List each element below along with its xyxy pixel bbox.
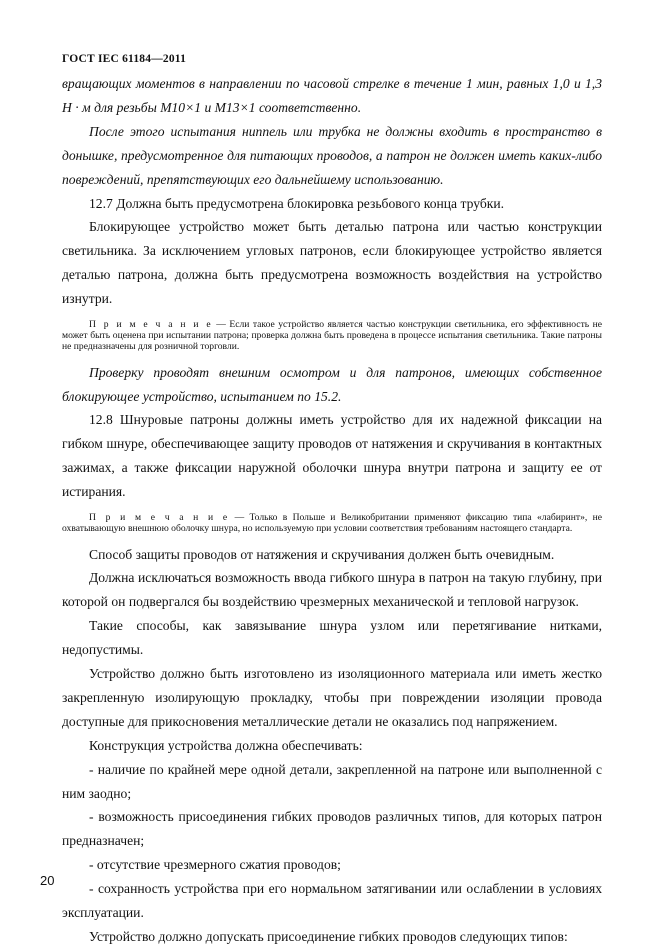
paragraph-inspection: Проверку проводят внешним осмотром и для патронов, имеющих собственное блокирующее устройство, испытанием по 15.2. bbox=[62, 364, 602, 404]
page-number: 20 bbox=[40, 873, 55, 888]
paragraph-insulation: Устройство должно быть изготовлено из изоляционного материала или иметь жестко закрепленную изолирующую прокладку, чтобы при повреждении изоляции провода доступные для прикосновения металлические детали не оказались под напряжением. bbox=[62, 666, 602, 729]
list-item: - наличие по крайней мере одной детали, закрепленной на патроне или выполненной с ним заодно; bbox=[62, 761, 602, 801]
note-text: — Только в Польше и Великобритании применяют фиксацию типа «лабиринт», не охватывающую внешнюю оболочку шнура, но используемую при условии соответствия требованиям настоящего стандарта. bbox=[62, 512, 602, 535]
standard-header: ГОСТ IEC 61184—2011 bbox=[62, 53, 187, 65]
clause-12-8: 12.8 Шнуровые патроны должны иметь устройство для их надежной фиксации на гибком шнуре, обеспечивающее защиту проводов от натяжения и скручивания в контактных зажимах, а также фиксации наружной оболочки шнура внутри патрона и защиту ее от истирания. bbox=[62, 412, 602, 500]
paragraph-torque: вращающих моментов в направлении по часовой стрелке в течение 1 мин, равных 1,0 и 1,3 Н · м для резьбы М10×1 и М13×1 соответственно. bbox=[62, 76, 602, 115]
note-luminaire bbox=[62, 319, 602, 353]
list-item: - возможность присоединения гибких проводов различных типов, для которых патрон предназначен; bbox=[62, 809, 602, 849]
paragraph-construction: Конструкция устройства должна обеспечивать: bbox=[89, 737, 363, 753]
paragraph-forbidden-methods: Такие способы, как завязывание шнура узлом или перетягивание нитками, недопустимы. bbox=[62, 618, 602, 658]
note-label: П р и м е ч а н и е bbox=[89, 512, 230, 524]
paragraph-after-test: После этого испытания ниппель или трубка не должны входить в пространство в донышке, предусмотренное для питающих проводов, а патрон не должен иметь каких-либо повреждений, препятствующих его дальнейшему использованию. bbox=[62, 123, 602, 187]
note-labyrinth bbox=[62, 512, 602, 534]
paragraph-protection-method: Способ защиты проводов от натяжения и скручивания должен быть очевидным. bbox=[89, 546, 555, 562]
note-text: — Если такое устройство является частью конструкции светильника, его эффективность не может быть оценена при испытании патрона; проверка должна быть проведена в процессе испытания светильника. Такие патроны не предназначены для розничной торговли. bbox=[62, 319, 602, 353]
paragraph-wire-types: Устройство должно допускать присоединение гибких проводов следующих типов: bbox=[89, 929, 568, 945]
paragraph-locking-device: Блокирующее устройство может быть деталью патрона или частью конструкции светильника. За исключением угловых патронов, если блокирующее устройство является деталью патрона, должна быть предусмотрена возможность воздействия на устройство изнутри. bbox=[62, 219, 602, 307]
list-item: - сохранность устройства при его нормальном затягивании или ослаблении в условиях эксплуатации. bbox=[62, 881, 602, 921]
list-item: - отсутствие чрезмерного сжатия проводов; bbox=[89, 857, 341, 873]
clause-12-7: 12.7 Должна быть предусмотрена блокировка резьбового конца трубки. bbox=[89, 195, 505, 211]
note-label: П р и м е ч а н и е bbox=[89, 319, 213, 331]
paragraph-cord-depth: Должна исключаться возможность ввода гибкого шнура в патрон на такую глубину, при которой он подвергался бы воздействию чрезмерных механической и тепловой нагрузок. bbox=[62, 570, 602, 610]
document-body bbox=[62, 72, 602, 949]
